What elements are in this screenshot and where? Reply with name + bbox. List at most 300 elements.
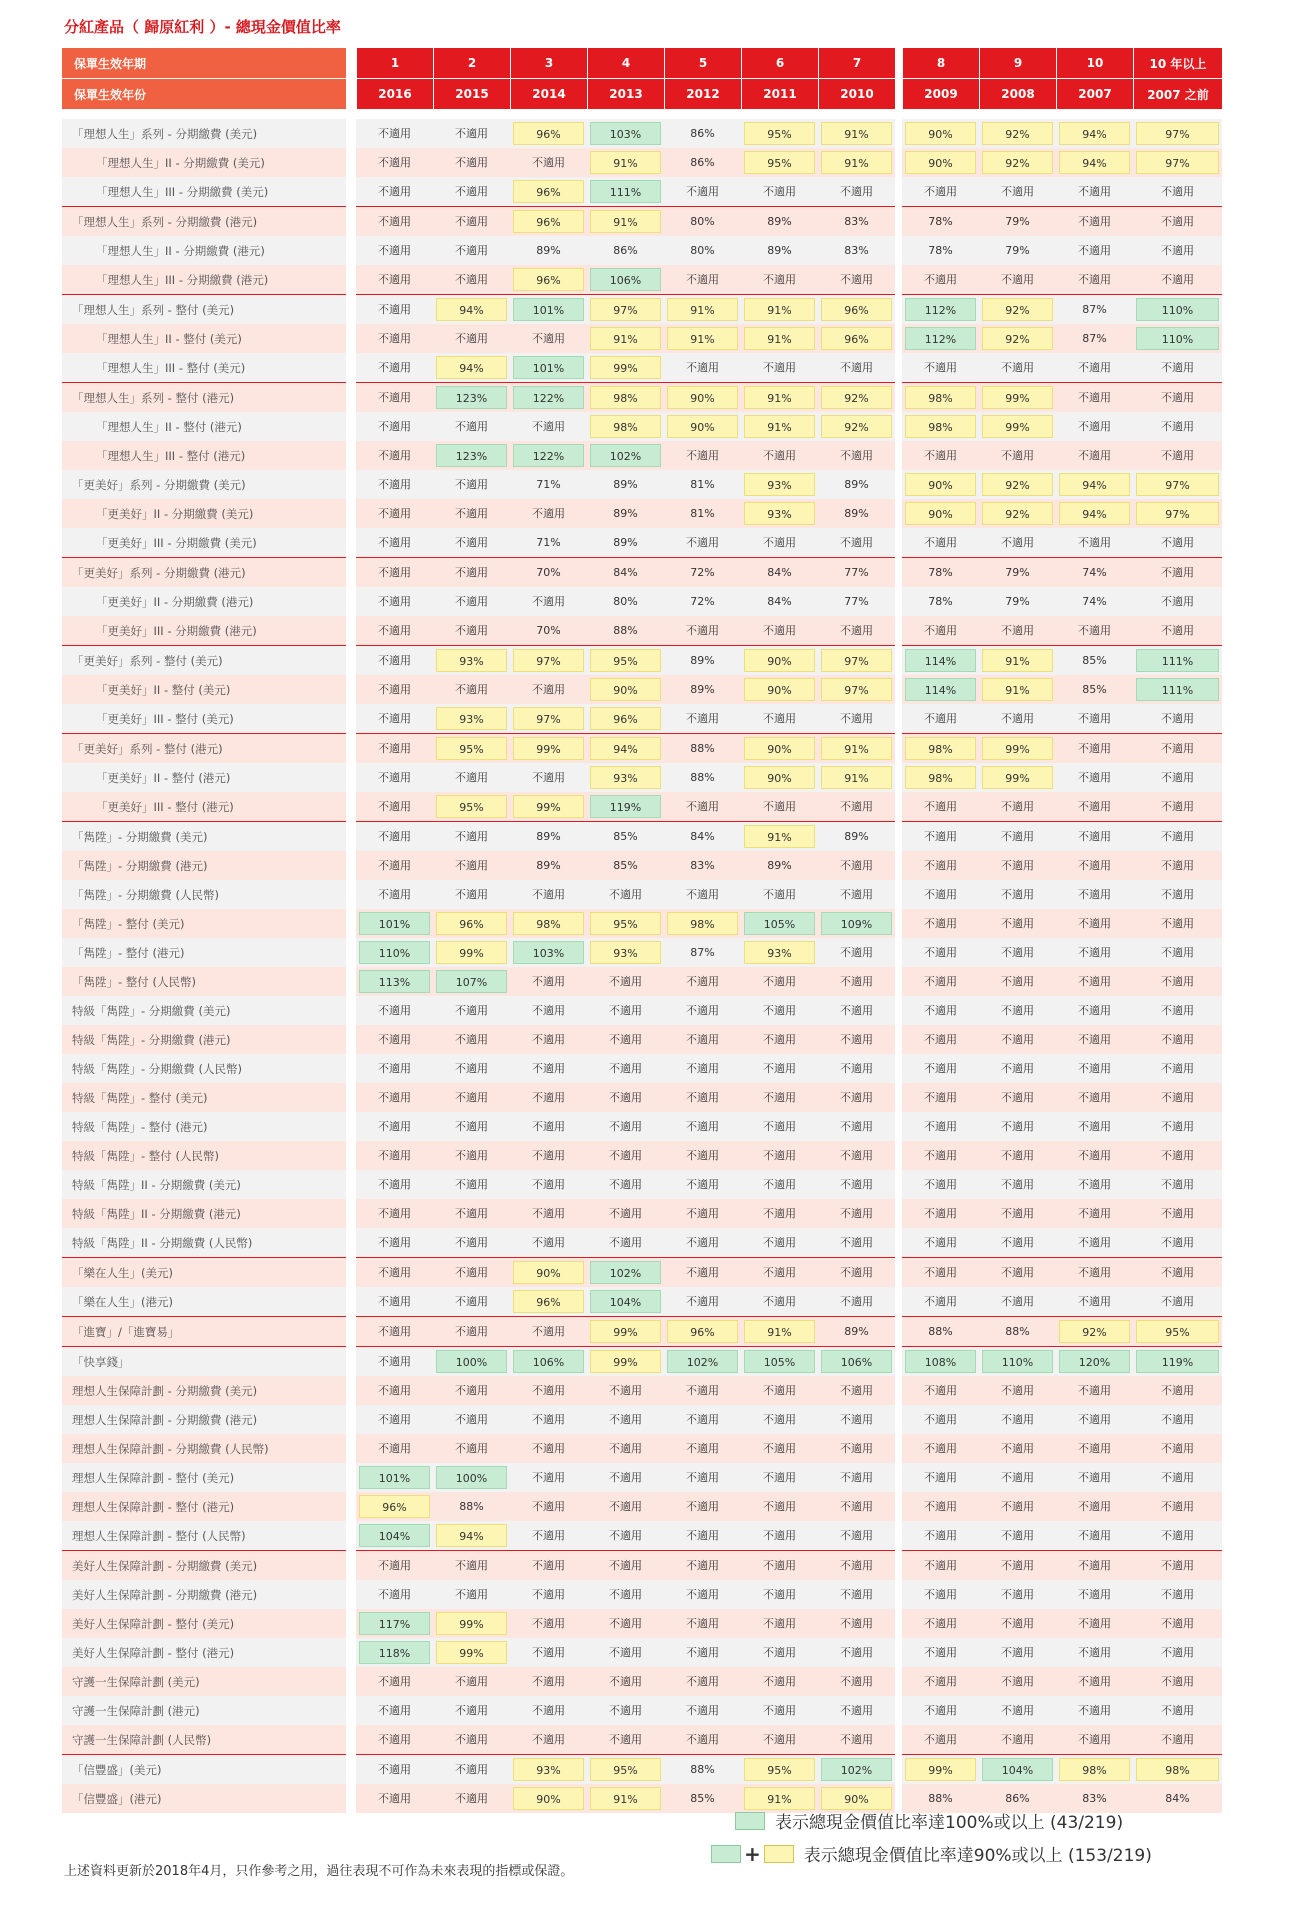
ratio-cell [741, 1199, 818, 1228]
ratio-cell [902, 1696, 979, 1725]
ratio-value: 不適用 [924, 917, 957, 930]
ratio-value: 不適用 [924, 1236, 957, 1249]
ratio-value: 不適用 [924, 449, 957, 462]
ratio-value: 不適用 [378, 1442, 411, 1455]
ratio-value: 不適用 [1001, 1178, 1034, 1191]
ratio-value: 不適用 [840, 1442, 873, 1455]
ratio-cell [1056, 851, 1133, 880]
ratio-value: 89% [767, 859, 792, 872]
ratio-value: 不適用 [840, 1295, 873, 1308]
ratio-cell [433, 587, 510, 616]
ratio-value: 122% [513, 386, 584, 409]
ratio-cell [1133, 1521, 1222, 1550]
ratio-cell [1133, 1667, 1222, 1696]
ratio-cell [510, 1580, 587, 1609]
ratio-value: 不適用 [840, 1384, 873, 1397]
ratio-value: 不適用 [378, 1588, 411, 1601]
ratio-cell [433, 148, 510, 177]
ratio-value: 不適用 [455, 1384, 488, 1397]
ratio-cell [587, 1580, 664, 1609]
ratio-value: 不適用 [763, 1442, 796, 1455]
ratio-value: 不適用 [1161, 830, 1194, 843]
ratio-value: 不適用 [455, 595, 488, 608]
ratio-value: 不適用 [763, 1004, 796, 1017]
ratio-value: 不適用 [378, 185, 411, 198]
table-row [62, 1112, 1222, 1141]
ratio-cell [587, 645, 664, 675]
ratio-value: 88% [690, 1763, 715, 1776]
ratio-cell [818, 412, 895, 441]
ratio-cell [902, 206, 979, 236]
ratio-cell [1133, 1725, 1222, 1754]
ratio-cell [818, 792, 895, 821]
ratio-cell [979, 1463, 1056, 1492]
ratio-value: 不適用 [1078, 1236, 1111, 1249]
ratio-value: 106% [590, 268, 661, 291]
ratio-cell [510, 1083, 587, 1112]
ratio-value: 109% [821, 912, 892, 935]
ratio-value: 不適用 [686, 536, 719, 549]
ratio-value: 不適用 [1161, 1559, 1194, 1572]
header-issue-year: 2009 [902, 78, 979, 109]
ratio-value: 95% [1136, 1320, 1219, 1343]
ratio-value: 94% [436, 356, 507, 379]
ratio-value: 不適用 [1078, 1646, 1111, 1659]
table-row [62, 1463, 1222, 1492]
ratio-cell [356, 792, 433, 821]
ratio-value: 不適用 [1078, 1384, 1111, 1397]
product-name: 「理想人生」II - 整付 (美元) [62, 324, 346, 353]
ratio-cell [356, 675, 433, 704]
ratio-value: 不適用 [1001, 830, 1034, 843]
ratio-value: 91% [590, 327, 661, 350]
ratio-cell [1056, 1696, 1133, 1725]
ratio-value: 不適用 [763, 1559, 796, 1572]
ratio-cell [741, 1492, 818, 1521]
ratio-cell [741, 967, 818, 996]
ratio-cell [741, 557, 818, 587]
ratio-value: 96% [667, 1320, 738, 1343]
ratio-value: 不適用 [1078, 1178, 1111, 1191]
ratio-value: 不適用 [532, 1442, 565, 1455]
legend-plus: + [744, 1841, 761, 1866]
ratio-value: 不適用 [924, 1704, 957, 1717]
ratio-value: 不適用 [532, 1149, 565, 1162]
ratio-cell [902, 763, 979, 792]
ratio-cell [741, 441, 818, 470]
ratio-value: 不適用 [840, 975, 873, 988]
ratio-cell [587, 821, 664, 851]
ratio-cell [902, 733, 979, 763]
ratio-value: 不適用 [1161, 1120, 1194, 1133]
ratio-value: 不適用 [1001, 1675, 1034, 1688]
ratio-cell [1133, 1112, 1222, 1141]
ratio-value: 不適用 [1078, 1120, 1111, 1133]
ratio-cell [664, 177, 741, 206]
ratio-cell [433, 1141, 510, 1170]
ratio-cell [433, 441, 510, 470]
ratio-value: 不適用 [686, 449, 719, 462]
ratio-value: 不適用 [609, 975, 642, 988]
ratio-value: 不適用 [1161, 946, 1194, 959]
header-issue-year: 2013 [587, 78, 664, 109]
product-name: 「理想人生」III - 分期繳費 (美元) [62, 177, 346, 206]
ratio-value: 不適用 [840, 946, 873, 959]
ratio-cell [664, 1199, 741, 1228]
product-name: 「雋陞」- 分期繳費 (美元) [62, 821, 346, 851]
ratio-value: 94% [436, 1524, 507, 1547]
ratio-cell [1056, 645, 1133, 675]
ratio-value: 不適用 [1078, 946, 1111, 959]
ratio-cell [818, 177, 895, 206]
ratio-cell [1133, 704, 1222, 733]
ratio-cell [979, 148, 1056, 177]
ratio-value: 91% [744, 825, 815, 848]
ratio-cell [979, 1257, 1056, 1287]
ratio-cell [587, 1083, 664, 1112]
ratio-value: 不適用 [455, 888, 488, 901]
ratio-value: 不適用 [532, 595, 565, 608]
ratio-cell [664, 1434, 741, 1463]
product-name: 特級「雋陞」II - 分期繳費 (港元) [62, 1199, 346, 1228]
ratio-cell [510, 851, 587, 880]
ratio-cell [818, 645, 895, 675]
ratio-value: 不適用 [1078, 1207, 1111, 1220]
ratio-value: 不適用 [763, 185, 796, 198]
ratio-value: 不適用 [1161, 859, 1194, 872]
ratio-cell [741, 1638, 818, 1667]
ratio-cell [510, 1170, 587, 1199]
ratio-cell [664, 996, 741, 1025]
product-name: 「更美好」II - 分期繳費 (美元) [62, 499, 346, 528]
ratio-value: 不適用 [1001, 185, 1034, 198]
ratio-value: 不適用 [763, 1091, 796, 1104]
ratio-cell [1133, 528, 1222, 557]
ratio-cell [356, 294, 433, 324]
ratio-value: 90% [744, 649, 815, 672]
ratio-value: 不適用 [763, 712, 796, 725]
ratio-cell [664, 1112, 741, 1141]
ratio-value: 102% [590, 1261, 661, 1284]
ratio-cell [818, 1141, 895, 1170]
ratio-cell [979, 1550, 1056, 1580]
ratio-value: 92% [982, 151, 1053, 174]
ratio-cell [510, 1054, 587, 1083]
ratio-value: 96% [513, 180, 584, 203]
ratio-cell [1056, 148, 1133, 177]
ratio-value: 不適用 [1001, 1004, 1034, 1017]
ratio-cell [1056, 792, 1133, 821]
ratio-value: 不適用 [1161, 215, 1194, 228]
ratio-value: 不適用 [840, 888, 873, 901]
ratio-value: 不適用 [840, 1236, 873, 1249]
ratio-cell [818, 1376, 895, 1405]
ratio-cell [664, 1141, 741, 1170]
ratio-cell [587, 1025, 664, 1054]
ratio-cell [979, 1521, 1056, 1550]
ratio-value: 93% [436, 649, 507, 672]
table-row [62, 1725, 1222, 1754]
ratio-cell [433, 1784, 510, 1813]
ratio-value: 不適用 [924, 1149, 957, 1162]
ratio-cell [1133, 1784, 1222, 1813]
ratio-value: 89% [690, 654, 715, 667]
ratio-value: 95% [590, 649, 661, 672]
ratio-cell [356, 470, 433, 499]
ratio-value: 91% [744, 298, 815, 321]
ratio-cell [979, 177, 1056, 206]
ratio-cell [664, 1083, 741, 1112]
ratio-value: 101% [359, 1466, 430, 1489]
ratio-value: 96% [436, 912, 507, 935]
ratio-cell [664, 1667, 741, 1696]
ratio-value: 89% [767, 215, 792, 228]
ratio-value: 不適用 [1001, 1559, 1034, 1572]
ratio-cell [1133, 353, 1222, 382]
ratio-cell [1056, 909, 1133, 938]
ratio-value: 78% [928, 595, 953, 608]
ratio-value: 91% [744, 415, 815, 438]
ratio-value: 不適用 [378, 888, 411, 901]
ratio-value: 不適用 [840, 1559, 873, 1572]
ratio-cell [1056, 733, 1133, 763]
ratio-cell [587, 851, 664, 880]
ratio-value: 不適用 [378, 712, 411, 725]
ratio-cell [1056, 528, 1133, 557]
ratio-value: 96% [513, 1290, 584, 1313]
ratio-value: 不適用 [378, 1062, 411, 1075]
ratio-cell [1056, 675, 1133, 704]
ratio-value: 108% [905, 1350, 976, 1373]
ratio-cell [356, 704, 433, 733]
ratio-value: 93% [436, 707, 507, 730]
ratio-value: 不適用 [924, 1207, 957, 1220]
ratio-cell [1133, 206, 1222, 236]
ratio-value: 98% [1059, 1758, 1130, 1781]
ratio-value: 89% [536, 830, 561, 843]
ratio-value: 99% [590, 1350, 661, 1373]
ratio-value: 96% [513, 268, 584, 291]
ratio-value: 90% [513, 1261, 584, 1284]
ratio-value: 不適用 [1078, 244, 1111, 257]
ratio-value: 不適用 [1078, 975, 1111, 988]
ratio-value: 不適用 [1078, 391, 1111, 404]
ratio-cell [741, 851, 818, 880]
product-name: 「更美好」系列 - 整付 (美元) [62, 645, 346, 675]
ratio-value: 74% [1082, 566, 1107, 579]
ratio-value: 不適用 [609, 1442, 642, 1455]
ratio-cell [1056, 1376, 1133, 1405]
ratio-cell [1133, 645, 1222, 675]
legend-green-yellow-text: 表示總現金價值比率達90%或以上 (153/219) [803, 1846, 1152, 1866]
ratio-value: 不適用 [840, 1062, 873, 1075]
ratio-value: 不適用 [686, 1559, 719, 1572]
ratio-value: 不適用 [1078, 215, 1111, 228]
product-name: 理想人生保障計劃 - 分期繳費 (美元) [62, 1376, 346, 1405]
product-name: 美好人生保障計劃 - 整付 (美元) [62, 1609, 346, 1638]
ratio-cell [902, 236, 979, 265]
ratio-cell [902, 1346, 979, 1376]
ratio-value: 99% [905, 1758, 976, 1781]
table-row [62, 528, 1222, 557]
ratio-cell [510, 1550, 587, 1580]
ratio-value: 不適用 [1161, 536, 1194, 549]
ratio-cell [664, 967, 741, 996]
ratio-cell [979, 821, 1056, 851]
ratio-value: 不適用 [1161, 1529, 1194, 1542]
ratio-cell [587, 353, 664, 382]
ratio-cell [664, 763, 741, 792]
ratio-value: 不適用 [532, 1236, 565, 1249]
ratio-value: 不適用 [763, 1033, 796, 1046]
ratio-cell [741, 1316, 818, 1346]
ratio-cell [741, 1521, 818, 1550]
ratio-cell [587, 587, 664, 616]
ratio-cell [356, 616, 433, 645]
ratio-value: 不適用 [609, 1617, 642, 1630]
header-year-number: 10 [1056, 48, 1133, 78]
ratio-value: 107% [436, 970, 507, 993]
ratio-value: 不適用 [924, 1559, 957, 1572]
ratio-value: 不適用 [1078, 1675, 1111, 1688]
ratio-cell [510, 236, 587, 265]
ratio-cell [818, 1170, 895, 1199]
ratio-value: 不適用 [924, 1413, 957, 1426]
ratio-cell [664, 1025, 741, 1054]
ratio-cell [818, 1025, 895, 1054]
ratio-cell [664, 616, 741, 645]
ratio-value: 不適用 [1078, 1617, 1111, 1630]
ratio-value: 不適用 [1078, 1588, 1111, 1601]
ratio-cell [1133, 294, 1222, 324]
cash-value-ratio-table [62, 48, 1222, 1813]
ratio-cell [1133, 675, 1222, 704]
ratio-cell [510, 1025, 587, 1054]
ratio-value: 101% [513, 356, 584, 379]
header-label-issue-year: 保單生效年份 [62, 78, 346, 109]
ratio-cell [902, 1257, 979, 1287]
ratio-cell [1056, 1025, 1133, 1054]
ratio-cell [510, 1141, 587, 1170]
ratio-cell [818, 587, 895, 616]
ratio-cell [979, 909, 1056, 938]
ratio-cell [587, 1550, 664, 1580]
ratio-value: 不適用 [378, 1004, 411, 1017]
ratio-cell [587, 1228, 664, 1257]
header-year-number: 1 [356, 48, 433, 78]
ratio-value: 不適用 [455, 1792, 488, 1805]
ratio-value: 不適用 [378, 1091, 411, 1104]
ratio-value: 不適用 [378, 800, 411, 813]
table-row [62, 470, 1222, 499]
ratio-cell [356, 1141, 433, 1170]
ratio-cell [979, 763, 1056, 792]
ratio-cell [1133, 1287, 1222, 1316]
ratio-cell [587, 236, 664, 265]
ratio-cell [741, 909, 818, 938]
ratio-cell [510, 119, 587, 148]
ratio-cell [741, 1287, 818, 1316]
ratio-cell [510, 1638, 587, 1667]
ratio-value: 不適用 [686, 1178, 719, 1191]
ratio-value: 91% [821, 766, 892, 789]
ratio-value: 不適用 [455, 420, 488, 433]
ratio-cell [510, 645, 587, 675]
ratio-value: 99% [436, 1612, 507, 1635]
ratio-cell [902, 880, 979, 909]
ratio-value: 不適用 [924, 1588, 957, 1601]
ratio-value: 不適用 [840, 536, 873, 549]
ratio-value: 95% [436, 795, 507, 818]
ratio-cell [664, 353, 741, 382]
ratio-value: 不適用 [1001, 1062, 1034, 1075]
ratio-cell [741, 1754, 818, 1784]
ratio-value: 不適用 [924, 975, 957, 988]
ratio-cell [356, 206, 433, 236]
ratio-value: 97% [1136, 122, 1219, 145]
ratio-cell [433, 1405, 510, 1434]
ratio-cell [1133, 1025, 1222, 1054]
ratio-cell [433, 821, 510, 851]
ratio-cell [1133, 265, 1222, 294]
ratio-value: 不適用 [455, 1266, 488, 1279]
ratio-value: 123% [436, 386, 507, 409]
ratio-cell [1056, 470, 1133, 499]
ratio-value: 不適用 [686, 361, 719, 374]
ratio-cell [1056, 294, 1133, 324]
ratio-value: 79% [1005, 595, 1030, 608]
ratio-value: 不適用 [840, 1529, 873, 1542]
table-row [62, 1492, 1222, 1521]
ratio-cell [587, 938, 664, 967]
ratio-value: 不適用 [1001, 800, 1034, 813]
ratio-cell [664, 1696, 741, 1725]
ratio-cell [979, 1083, 1056, 1112]
ratio-cell [979, 528, 1056, 557]
ratio-value: 不適用 [455, 1091, 488, 1104]
ratio-value: 不適用 [763, 273, 796, 286]
ratio-value: 不適用 [686, 624, 719, 637]
ratio-value: 不適用 [532, 1413, 565, 1426]
ratio-cell [510, 1696, 587, 1725]
ratio-value: 不適用 [532, 1004, 565, 1017]
ratio-cell [902, 1725, 979, 1754]
ratio-value: 不適用 [1161, 1733, 1194, 1746]
ratio-cell [741, 412, 818, 441]
ratio-value: 不適用 [1001, 1617, 1034, 1630]
ratio-value: 90% [905, 502, 976, 525]
table-row [62, 645, 1222, 675]
ratio-cell [433, 1463, 510, 1492]
ratio-value: 不適用 [1078, 1704, 1111, 1717]
ratio-cell [1056, 1638, 1133, 1667]
ratio-cell [587, 119, 664, 148]
ratio-cell [356, 1228, 433, 1257]
ratio-value: 不適用 [378, 127, 411, 140]
ratio-value: 不適用 [455, 624, 488, 637]
ratio-cell [902, 1228, 979, 1257]
ratio-cell [664, 1638, 741, 1667]
ratio-cell [902, 177, 979, 206]
ratio-cell [902, 967, 979, 996]
product-name: 特級「雋陞」II - 分期繳費 (美元) [62, 1170, 346, 1199]
product-name: 美好人生保障計劃 - 分期繳費 (港元) [62, 1580, 346, 1609]
ratio-cell [356, 1316, 433, 1346]
ratio-cell [510, 1112, 587, 1141]
ratio-cell [818, 1199, 895, 1228]
ratio-value: 100% [436, 1350, 507, 1373]
ratio-value: 不適用 [532, 1120, 565, 1133]
